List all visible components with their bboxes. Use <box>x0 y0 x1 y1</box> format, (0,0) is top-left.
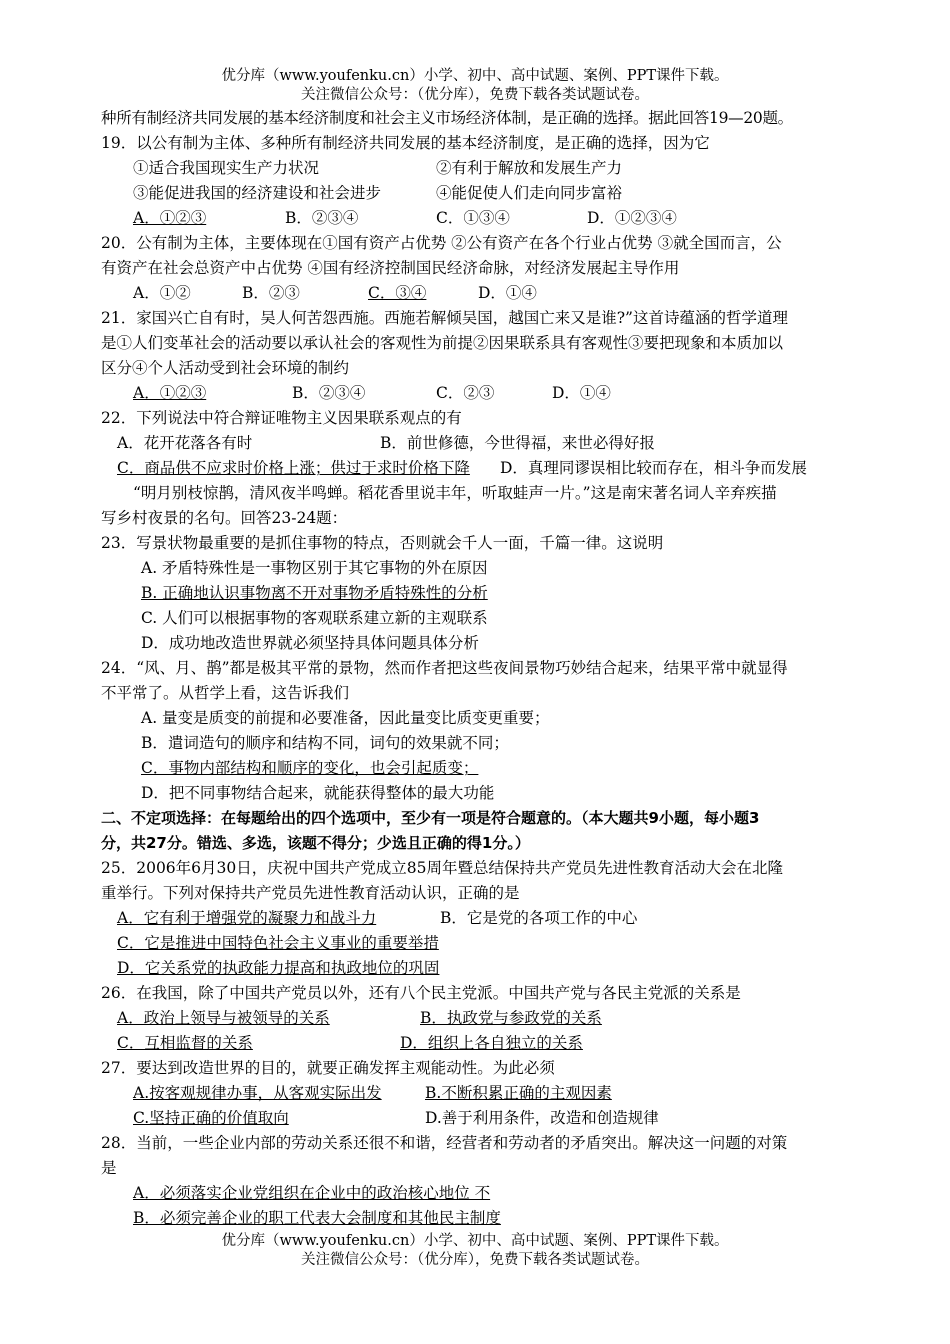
option-a: A．①②③ <box>133 209 207 227</box>
question-stem: 28．当前，一些企业内部的劳动关系还很不和谐，经营者和劳动者的矛盾突出。解决这一问题的对策 <box>101 1134 788 1152</box>
question-stem-cont: 区分④个人活动受到社会环境的制约 <box>101 359 350 377</box>
option-b: B．前世修德，今世得福，来世必得好报 <box>380 434 655 452</box>
statement-1: ①适合我国现实生产力状况 <box>133 159 320 177</box>
footer-line-1: 优分库（www.youfenku.cn）小学、初中、高中试题、案例、PPT课件下载。 <box>221 1233 729 1249</box>
intro-19-20: 种所有制经济共同发展的基本经济制度和社会主义市场经济体制，是正确的选择。据此回答19—20题。 <box>101 109 793 127</box>
option-a: A．必须落实企业党组织在企业中的政治核心地位 不 <box>133 1184 491 1202</box>
footer-line-2: 关注微信公众号：（优分库），免费下载各类试题试卷。 <box>301 1252 649 1268</box>
intro-23-24-line-1: “明月别枝惊鹊，清风夜半鸣蝉。稻花香里说丰年，听取蛙声一片。”这是南宋著名词人辛弃疾描 <box>133 484 777 502</box>
option-b: B．②③ <box>242 284 300 302</box>
statement-4: ④能促使人们走向同步富裕 <box>436 184 623 202</box>
question-stem: 26．在我国，除了中国共产党员以外，还有八个民主党派。中国共产党与各民主党派的关系是 <box>101 984 741 1002</box>
header-line-1: 优分库（www.youfenku.cn）小学、初中、高中试题、案例、PPT课件下载。 <box>221 68 729 84</box>
question-stem-cont: 有资产在社会总资产中占优势 ④国有经济控制国民经济命脉，对经济发展起主导作用 <box>101 259 680 277</box>
option-a: A.按客观规律办事，从客观实际出发 <box>133 1084 382 1102</box>
option-c: C．③④ <box>368 284 427 302</box>
option-a: A. 量变是质变的前提和必要准备，因此量变比质变更重要； <box>141 709 550 727</box>
option-b: B．②③④ <box>285 209 359 227</box>
option-c: C．①③④ <box>436 209 510 227</box>
option-b: B．②③④ <box>292 384 366 402</box>
option-d: D．把不同事物结合起来，就能获得整体的最大功能 <box>141 784 495 802</box>
option-d: D.善于利用条件，改造和创造规律 <box>425 1109 659 1127</box>
question-stem-cont: 是 <box>101 1159 117 1177</box>
option-d: D．成功地改造世界就必须坚持具体问题具体分析 <box>141 634 479 652</box>
option-d: D．真理同谬误相比较而存在，相斗争而发展 <box>500 459 807 477</box>
option-b: B．必须完善企业的职工代表大会制度和其他民主制度 <box>133 1209 501 1227</box>
option-a: A．它有利于增强党的凝聚力和战斗力 <box>117 909 377 927</box>
option-c: C．②③ <box>436 384 495 402</box>
option-d: D．①②③④ <box>587 209 677 227</box>
section-2-heading-cont: 分，共27分。错选、多选，该题不得分；少选且正确的得1分。） <box>101 834 530 852</box>
option-c: C. 人们可以根据事物的客观联系建立新的主观联系 <box>141 609 488 627</box>
question-stem-cont: 是①人们变革社会的活动要以承认社会的客观性为前提②因果联系具有客观性③要把现象和本质加以 <box>101 334 784 352</box>
question-stem-cont: 重举行。下列对保持共产党员先进性教育活动认识，正确的是 <box>101 884 520 902</box>
option-b: B．它是党的各项工作的中心 <box>440 909 638 927</box>
option-d: D．组织上各自独立的关系 <box>400 1034 583 1052</box>
option-a: A．①② <box>133 284 191 302</box>
option-b: B. 正确地认识事物离不开对事物矛盾特殊性的分析 <box>141 584 488 602</box>
statement-3: ③能促进我国的经济建设和社会进步 <box>133 184 382 202</box>
option-d: D．①④ <box>552 384 611 402</box>
option-b: B.不断积累正确的主观因素 <box>425 1084 612 1102</box>
question-stem: 25．2006年6月30日，庆祝中国共产党成立85周年暨总结保持共产党员先进性教育活动大会在北隆 <box>101 859 783 877</box>
option-c: C.坚持正确的价值取向 <box>133 1109 289 1127</box>
option-c: C．它是推进中国特色社会主义事业的重要举措 <box>117 934 439 952</box>
option-c: C．事物内部结构和顺序的变化，也会引起质变； <box>141 759 479 777</box>
option-d: D．它关系党的执政能力提高和执政地位的巩固 <box>117 959 440 977</box>
question-stem-cont: 不平常了。从哲学上看，这告诉我们 <box>101 684 350 702</box>
question-stem: 22．下列说法中符合辩证唯物主义因果联系观点的有 <box>101 409 462 427</box>
option-a: A. 矛盾特殊性是一事物区别于其它事物的外在原因 <box>141 559 488 577</box>
question-stem: 20．公有制为主体，主要体现在①国有资产占优势 ②公有资产在各个行业占优势 ③就全国而言，公 <box>101 234 782 252</box>
question-stem: 21．家国兴亡自有时，吴人何苦怨西施。西施若解倾吴国，越国亡来又是谁?”这首诗蕴涵的哲学道理 <box>101 309 788 327</box>
question-stem: 19．以公有制为主体、多种所有制经济共同发展的基本经济制度，是正确的选择，因为它 <box>101 134 710 152</box>
option-a: A．①②③ <box>133 384 207 402</box>
option-a: A．政治上领导与被领导的关系 <box>117 1009 330 1027</box>
intro-23-24-line-2: 写乡村夜景的名句。回答23-24题： <box>101 509 348 527</box>
statement-2: ②有利于解放和发展生产力 <box>436 159 623 177</box>
header-line-2: 关注微信公众号：（优分库），免费下载各类试题试卷。 <box>301 87 649 103</box>
option-a: A．花开花落各有时 <box>117 434 253 452</box>
option-b: B．遣词造句的顺序和结构不同，词句的效果就不同； <box>141 734 509 752</box>
option-b: B．执政党与参政党的关系 <box>420 1009 602 1027</box>
section-2-heading: 二、不定项选择：在每题给出的四个选项中，至少有一项是符合题意的。（本大题共9小题，每小题3 <box>101 809 760 827</box>
question-stem: 24．“风、月、鹊”都是极其平常的景物，然而作者把这些夜间景物巧妙结合起来，结果平常中就显得 <box>101 659 788 677</box>
question-stem: 27．要达到改造世界的目的，就要正确发挥主观能动性。为此必须 <box>101 1059 555 1077</box>
option-c: C．互相监督的关系 <box>117 1034 253 1052</box>
question-stem: 23．写景状物最重要的是抓住事物的特点，否则就会千人一面，千篇一律。这说明 <box>101 534 664 552</box>
option-d: D．①④ <box>478 284 537 302</box>
option-c: C．商品供不应求时价格上涨；供过于求时价格下降 <box>117 459 470 477</box>
